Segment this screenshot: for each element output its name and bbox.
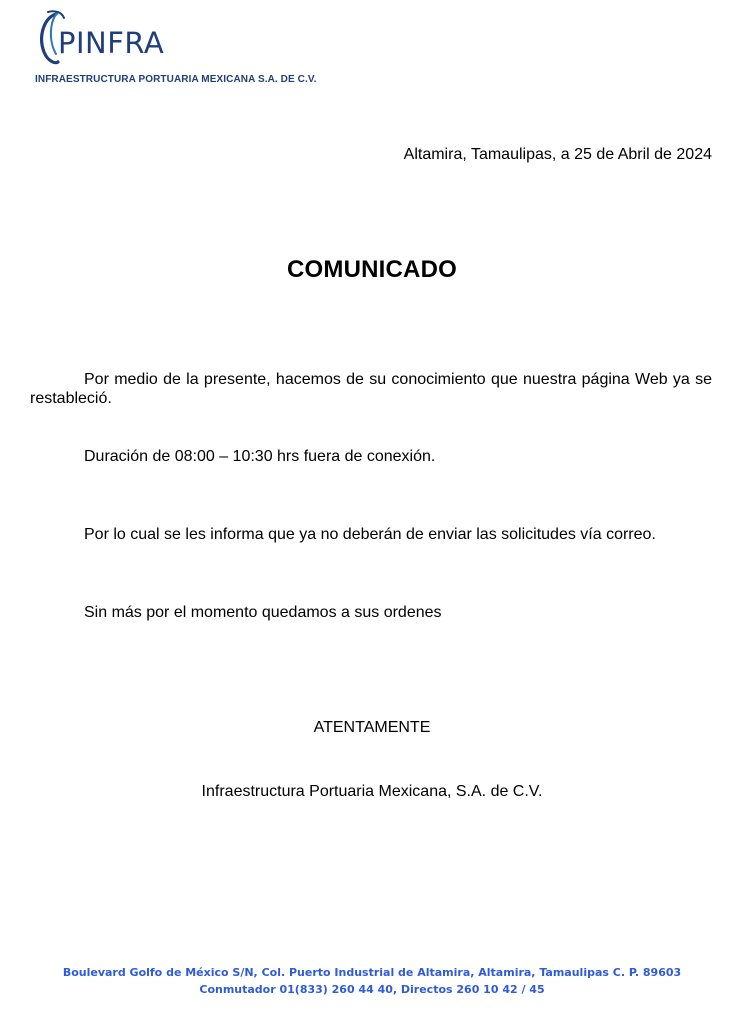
paragraph-duration: Duración de 08:00 – 10:30 hrs fuera de conexión. — [84, 448, 436, 465]
closing-line: ATENTAMENTE — [313, 719, 431, 736]
date-line: Altamira, Tamaulipas, a 25 de Abril de 2024 — [403, 146, 712, 163]
paragraph-announcement: Por medio de la presente, hacemos de su conocimiento que nuestra página Web ya se restableció. — [30, 371, 712, 407]
company-logo — [36, 8, 196, 68]
signature-line: Infraestructura Portuaria Mexicana, S.A. de C.V. — [201, 783, 543, 800]
document-title: COMUNICADO — [287, 256, 457, 283]
paragraph-farewell: Sin más por el momento quedamos a sus ordenes — [84, 604, 442, 621]
footer-phones: Conmutador 01(833) 260 44 40, Directos 260 10 42 / 45 — [199, 983, 545, 996]
footer-address: Boulevard Golfo de México S/N, Col. Puerto Industrial de Altamira, Altamira, Tamaulipas C. P. 89603 — [62, 966, 682, 979]
logo-wordmark: PINFRA — [58, 26, 165, 60]
paragraph-instructions: Por lo cual se les informa que ya no deberán de enviar las solicitudes vía correo. — [84, 526, 656, 543]
company-name-header: INFRAESTRUCTURA PORTUARIA MEXICANA S.A. DE C.V. — [35, 74, 317, 85]
